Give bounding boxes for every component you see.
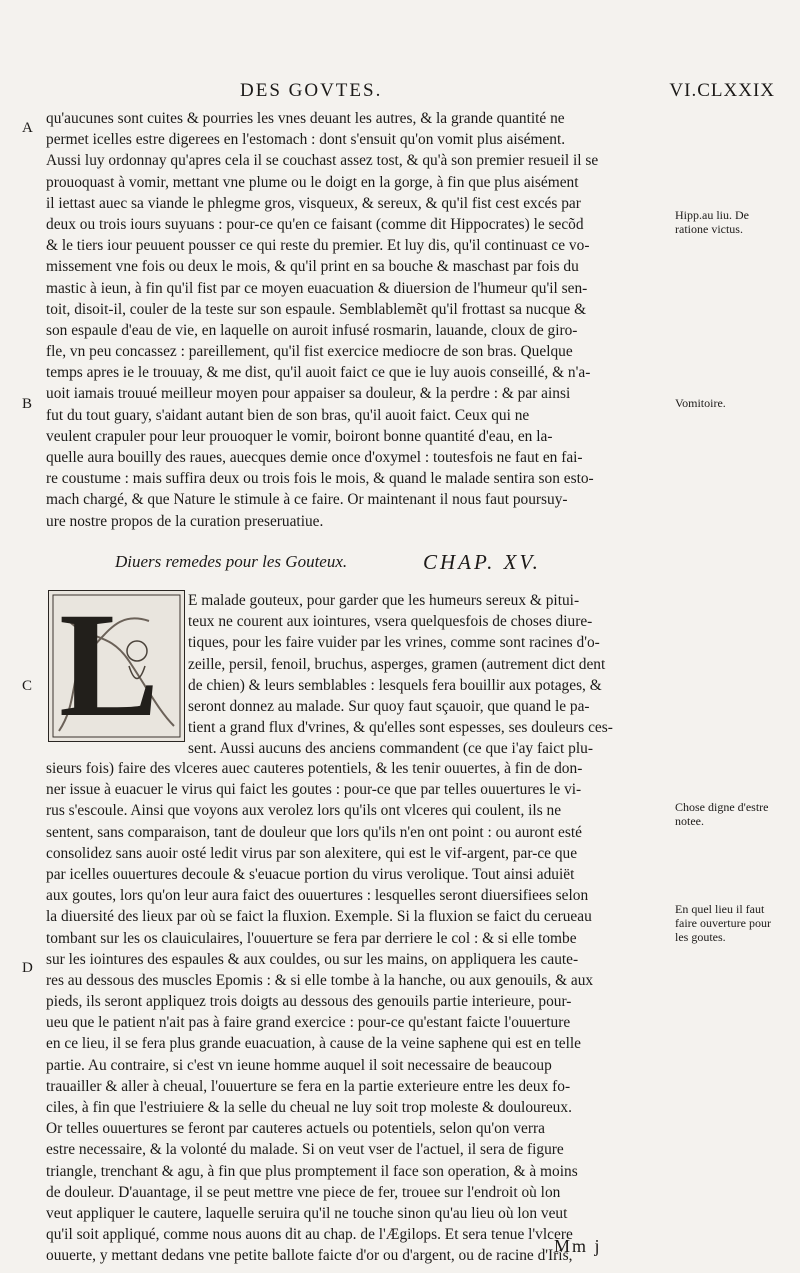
text-line: Or telles ouuertures se feront par cauteres actuels ou potentiels, selon qu'on verra [46, 1120, 545, 1138]
text-line: qu'aucunes sont cuites & pourries les vnes deuant les autres, & la grande quantité ne [46, 110, 565, 127]
text-line: Aussi luy ordonnay qu'apres cela il se couchast assez tost, & qu'à son premier resueil il se [46, 152, 599, 170]
margin-letter-b: B [22, 396, 33, 412]
text-line: de douleur. D'auantage, il se peut mettre vne piece de fer, trouee sur l'endroit où lon [46, 1183, 561, 1201]
text-line: de chien) & leurs semblables : lesquels fera bouillir aux potages, & [188, 676, 602, 694]
text-line: veut appliquer le cautere, laquelle seruira qu'il ne touche sinon qu'au lieu où lon veut [46, 1204, 568, 1222]
page-header [0, 80, 800, 106]
margin-letter-a: A [22, 120, 33, 136]
text-line: tiques, pour les faire vuider par les vrines, comme sont racines d'o- [188, 634, 600, 652]
text-line: rus s'escoule. Ainsi que voyons aux verolez lors qu'ils ont vlceres qui coulent, ils ne [46, 802, 562, 820]
text-line: estre necessaire, & la volonté du malade. Si on veut vser de l'actuel, il sera de figure [46, 1141, 564, 1159]
decorated-initial [48, 582, 185, 748]
running-head: DES GOVTES. [240, 80, 383, 101]
text-line: en ce lieu, il se fera plus grande euacuation, à cause de la veine saphene qui est en telle [46, 1035, 582, 1053]
margin-note-vomitoire: Vomitoire. [675, 396, 726, 410]
margin-note-hippocrates: Hipp.au liu. De ratione victus. [675, 208, 749, 236]
text-line: fut du tout guary, s'aidant autant bien de son bras, qu'il auoit faict. Ceux qui ne [46, 406, 530, 424]
text-line: temps apres ie le trouuay, & me dist, qu'il auoit faict ce que ie luy auois conseillé, & n'a- [46, 364, 591, 382]
text-line: ure nostre propos de la curation preseruatiue. [46, 512, 324, 530]
initial-letter: L [59, 582, 160, 748]
text-line: mach chargé, & que Nature le stimule à ce faire. Or maintenant il nous faut poursuy- [46, 491, 568, 509]
text-line: sur les iointures des espaules & aux couldes, ou sur les mains, on appliquera les caute- [46, 950, 579, 968]
margin-letter-d: D [22, 960, 33, 976]
text-line: ueu que le patient n'ait pas à faire grand exercice : pour-ce qu'estant faicte l'ouuerture [46, 1014, 571, 1032]
text-line: deux ou trois iours suyuans : pour-ce qu'en ce faisant (comme dit Hippocrates) le secõd [46, 215, 584, 233]
text-line: qu'il soit appliqué, comme nous auons dit au chap. de l'Ægilops. Et sera tenue l'vlcere [46, 1226, 573, 1244]
text-line: prouoquast à vomir, mettant vne plume ou le doigt en la gorge, à fin que plus aisément [46, 173, 579, 191]
text-line: teux ne courent aux iointures, vsera quelquesfois de choses diure- [188, 613, 593, 631]
text-line: ciles, à fin que l'estriuiere & la selle du cheual ne luy soit trop moleste & douloureux. [46, 1099, 572, 1116]
text-line: zeille, persil, fenoil, bruchus, asperges, gramen (autrement dict dent [188, 655, 606, 673]
text-line: par icelles ouuertures decoule & s'euacue portion du virus verolique. Tout ainsi aduiët [46, 865, 575, 883]
margin-letter-c: C [22, 678, 33, 694]
text-line: trauailler & aller à cheual, l'ouuerture se fera en la partie exterieure entre les deux fo- [46, 1077, 571, 1095]
signature-mark: Mm j [554, 1236, 602, 1256]
text-line: partie. Au contraire, si c'est vn ieune homme auquel il soit necessaire de beaucoup [46, 1056, 552, 1074]
text-line: consolidez sans auoir osté ledit virus par son alexitere, qui est le vif-argent, par-ce que [46, 844, 578, 862]
text-line: uoit iamais trouué meilleur moyen pour appaiser sa douleur, & la perdre : & par ainsi [46, 385, 571, 403]
text-line: fle, vn peu concassez : pareillement, qu'il fist exercice mediocre de son bras. Quelque [46, 343, 573, 361]
text-line: ner issue à euacuer le virus qui faict les goutes : pour-ce que par telles ouuertures le vi- [46, 781, 582, 799]
text-line: sentent, sans comparaison, tant de douleur que lors qu'ils n'en ont point : ou auront esté [46, 823, 582, 841]
text-line: permet icelles estre digerees en l'estomach : dont s'ensuit qu'on vomit plus aisément. [46, 131, 566, 149]
text-line: aux goutes, lors qu'on leur aura faict des ouuertures : lesquelles seront diuersifiees selon [46, 887, 589, 905]
text-line: triangle, trenchant & agu, à fin que plus promptement il face son operation, & à moins [46, 1162, 578, 1180]
text-line: mastic à ieun, à fin qu'il fist par ce moyen euacuation & diuersion de l'humeur qu'il sen- [46, 279, 588, 297]
text-line: & le tiers iour peuuent pousser ce qui reste du premier. Et luy dis, qu'il continuast ce vo- [46, 237, 590, 255]
text-line: veulent crapuler pour leur prouoquer le vomir, boiront bonne quantité d'eau, en la- [46, 427, 553, 445]
margin-note-ouverture: En quel lieu il faut faire ouverture pour les goutes. [675, 902, 771, 944]
text-block-cauteres [46, 758, 664, 1267]
text-line: missement vne fois ou deux le mois, & qu'il print en sa bouche & maschast par fois du [46, 258, 579, 276]
chapter-number: CHAP. XV. [423, 550, 541, 574]
text-block-preservation [46, 108, 664, 532]
text-line: ouuerte, y mettant dedans vne petite ballote faicte d'or ou d'argent, ou de racine d'Iris, [46, 1247, 573, 1265]
chapter-title: Diuers remedes pour les Gouteux. [115, 552, 348, 571]
text-line: res au dessous des muscles Epomis : & si elle tombe à la hanche, ou aux genouils, & aux [46, 971, 594, 989]
text-line: E malade gouteux, pour garder que les humeurs sereux & pitui- [188, 592, 580, 609]
text-line: sieurs fois) faire des vlceres auec cauteres potentiels, & les tenir ouuertes, à fin de don- [46, 760, 583, 777]
text-line: son espaule d'eau de vie, en laquelle on auroit infusé rosmarin, lauande, cloux de giro- [46, 321, 578, 339]
chapter-heading [115, 550, 675, 576]
text-line: sent. Aussi aucuns des anciens commandent (ce que i'ay faict plu- [188, 740, 593, 758]
text-line: seront donnez au malade. Sur quoy faut sçauoir, que quand le pa- [188, 697, 590, 715]
text-line: tient a grand flux d'vrines, & qu'elles sont espesses, ses douleurs ces- [188, 719, 613, 737]
text-line: re coustume : mais suffira deux ou trois fois le mois, & quand le malade sentira son esto- [46, 470, 594, 488]
text-line: il iettast auec sa viande le phlegme gros, visqueux, & sereux, & qu'il fist cest excés par [46, 194, 581, 212]
text-block-remedes [188, 590, 664, 760]
text-line: toit, disoit-il, couler de la teste sur son espaule. Semblablemẽt qu'il frottast sa nucque & [46, 300, 587, 318]
text-line: tombant sur les os clauiculaires, l'ouuerture se fera par derriere le col : & si elle tombe [46, 929, 577, 947]
text-line: pieds, ils seront appliquez trois doigts au dessous des genouils partie interieure, pour- [46, 993, 572, 1011]
text-line: quelle aura bouilly des raues, auecques demie once d'oxymel : toutesfois ne faut en fai- [46, 449, 583, 466]
folio-number: VI.CLXXIX [669, 80, 775, 101]
margin-note-chose-digne: Chose digne d'estre notee. [675, 800, 769, 828]
text-line: la diuersité des lieux par où se faict la fluxion. Exemple. Si la fluxion se faict du cerueau [46, 908, 592, 926]
